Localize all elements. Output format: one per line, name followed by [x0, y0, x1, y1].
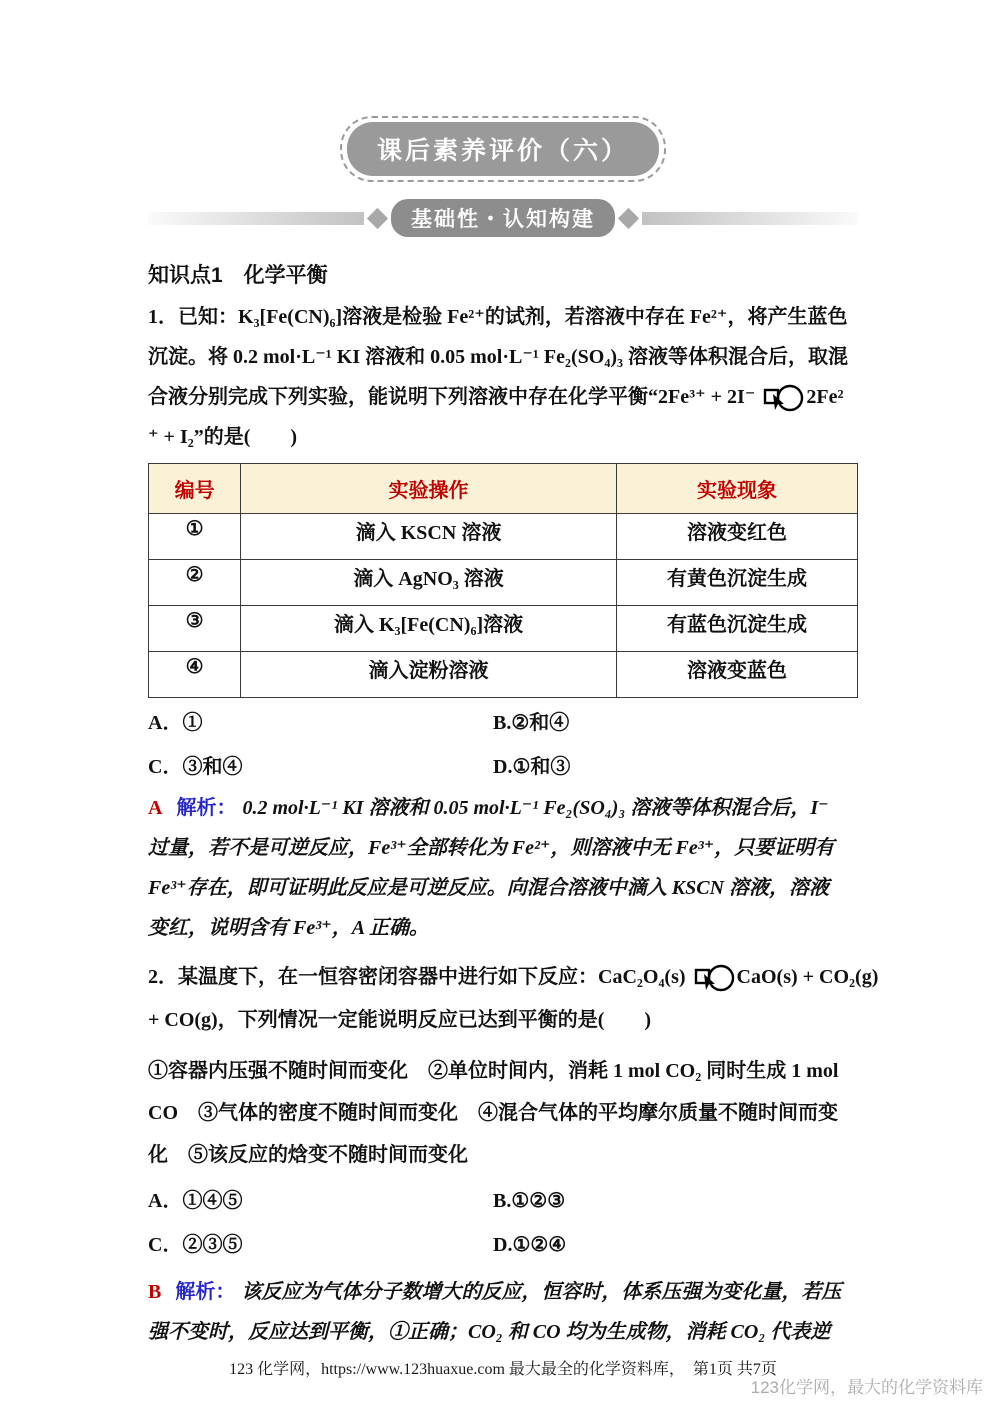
table-row: [149, 652, 858, 698]
row1-number: ①: [149, 514, 241, 560]
row1-operation: 滴入 KSCN 溶液: [241, 514, 617, 560]
q1-stem-line4: ⁺ + I₂”的是( ): [148, 426, 298, 448]
q2-option-c: C．②③⑤: [148, 1234, 243, 1256]
page-title: 课后素养评价（六）: [347, 122, 659, 176]
q1-stem-line3-post: 2Fe²: [806, 386, 844, 408]
row2-phenomenon: 有黄色沉淀生成: [616, 560, 857, 606]
q2-stem-line1: [148, 956, 879, 999]
q1-stem-line3: [148, 377, 858, 417]
q2-answer-letter: B: [148, 1281, 162, 1303]
question1-analysis: [148, 788, 858, 948]
q2-analysis-line1: [148, 1272, 858, 1312]
q1-analysis-line1: [148, 788, 858, 828]
row4-number: ④: [149, 652, 241, 698]
q1-option-c: C．③和④: [148, 756, 243, 778]
banner-left-bar: [148, 212, 364, 225]
banner-right-bar: [642, 212, 858, 225]
q2-analysis-line2: 强不变时，反应达到平衡，①正确；CO₂ 和 CO 均为生成物，消耗 CO₂ 代表逆: [148, 1321, 831, 1343]
equilibrium-symbol-icon: [693, 963, 735, 993]
q1-analysis-line2: 过量，若不是可逆反应，Fe³⁺全部转化为 Fe²⁺，则溶液中无 Fe³⁺，只要证明有: [148, 837, 835, 859]
section-banner: [148, 199, 858, 237]
equilibrium-symbol-icon: [762, 383, 804, 413]
page-content: [148, 0, 879, 1379]
table-row: [149, 560, 858, 606]
question2-stem: [148, 956, 879, 1042]
q2-analysis-label: 解析：: [175, 1281, 236, 1303]
q2-analysis-text1: 该反应为气体分子数增大的反应，恒容时，体系压强为变化量，若压: [241, 1281, 842, 1303]
q2-option-a: A．①④⑤: [148, 1190, 243, 1212]
q2-stem-line2: + CO(g)，下列情况一定能说明反应已达到平衡的是( ): [148, 1009, 652, 1031]
q2-condition-line3: 化 ⑤该反应的焓变不随时间而变化: [148, 1144, 468, 1166]
row4-phenomenon: 溶液变蓝色: [616, 652, 857, 698]
q2-condition-line1: ①容器内压强不随时间而变化 ②单位时间内，消耗 1 mol CO₂ 同时生成 1 mol: [148, 1060, 839, 1082]
q1-analysis-text1: 0.2 mol·L⁻¹ KI 溶液和 0.05 mol·L⁻¹ Fe₂(SO₄)₃ 溶液等体积混合后，I⁻: [242, 797, 829, 819]
q1-answer-letter: A: [148, 797, 163, 819]
question2-analysis: [148, 1272, 858, 1352]
row3-phenomenon: 有蓝色沉淀生成: [616, 606, 857, 652]
q1-analysis-line4: 变红，说明含有 Fe³⁺，A 正确。: [148, 917, 430, 939]
q1-option-b: B.②和④: [493, 712, 570, 734]
q1-analysis-line3: Fe³⁺存在，即可证明此反应是可逆反应。向混合溶液中滴入 KSCN 溶液，溶液: [148, 877, 830, 899]
experiment-table: [148, 463, 858, 698]
diamond-left-icon: [367, 207, 388, 228]
col-header-operation: 实验操作: [241, 464, 617, 514]
row4-operation: 滴入淀粉溶液: [241, 652, 617, 698]
q1-stem-line2: 沉淀。将 0.2 mol·L⁻¹ KI 溶液和 0.05 mol·L⁻¹ Fe₂(SO₄)₃ 溶液等体积混合后，取混: [148, 346, 848, 368]
diamond-right-icon: [618, 207, 639, 228]
row2-operation: 滴入 AgNO₃ 溶液: [241, 560, 617, 606]
knowledge-point-heading: 知识点1 化学平衡: [148, 264, 328, 287]
question2-options: [148, 1186, 858, 1260]
q2-stem-line1-post: CaO(s) + CO₂(g): [736, 966, 879, 988]
question2-conditions: [148, 1050, 858, 1176]
table-header-row: [149, 464, 858, 514]
table-row: [149, 514, 858, 560]
table-row: [149, 606, 858, 652]
q2-stem-line1-pre: 2．某温度下，在一恒容密闭容器中进行如下反应：CaC₂O₄(s): [148, 966, 691, 988]
q2-option-d: D.①②④: [493, 1234, 567, 1256]
col-header-number: 编号: [149, 464, 241, 514]
q1-stem-line3-pre: 合液分别完成下列实验，能说明下列溶液中存在化学平衡“2Fe³⁺ + 2I⁻: [148, 386, 761, 408]
question1-stem: [148, 297, 858, 457]
q2-condition-line2: CO ③气体的密度不随时间而变化 ④混合气体的平均摩尔质量不随时间而变: [148, 1102, 838, 1124]
q1-option-a: A．①: [148, 712, 203, 734]
q1-stem-line1: 1．已知：K₃[Fe(CN)₆]溶液是检验 Fe²⁺的试剂，若溶液中存在 Fe²⁺，将产生蓝色: [148, 306, 848, 328]
col-header-phenomenon: 实验现象: [616, 464, 857, 514]
q1-analysis-label: 解析：: [176, 797, 237, 819]
q2-option-b: B.①②③: [493, 1190, 566, 1212]
site-watermark: 123化学网，最大的化学资料库: [750, 1378, 983, 1397]
title-pill-border: [340, 116, 666, 182]
question1-options: [148, 708, 858, 782]
row3-number: ③: [149, 606, 241, 652]
row3-operation: 滴入 K₃[Fe(CN)₆]溶液: [241, 606, 617, 652]
q1-option-d: D.①和③: [493, 756, 571, 778]
row2-number: ②: [149, 560, 241, 606]
page-footer: 123 化学网，https://www.123huaxue.com 最大最全的化学资料库， 第1页 共7页: [229, 1361, 777, 1378]
row1-phenomenon: 溶液变红色: [616, 514, 857, 560]
section-subtitle: 基础性・认知构建: [391, 199, 615, 237]
